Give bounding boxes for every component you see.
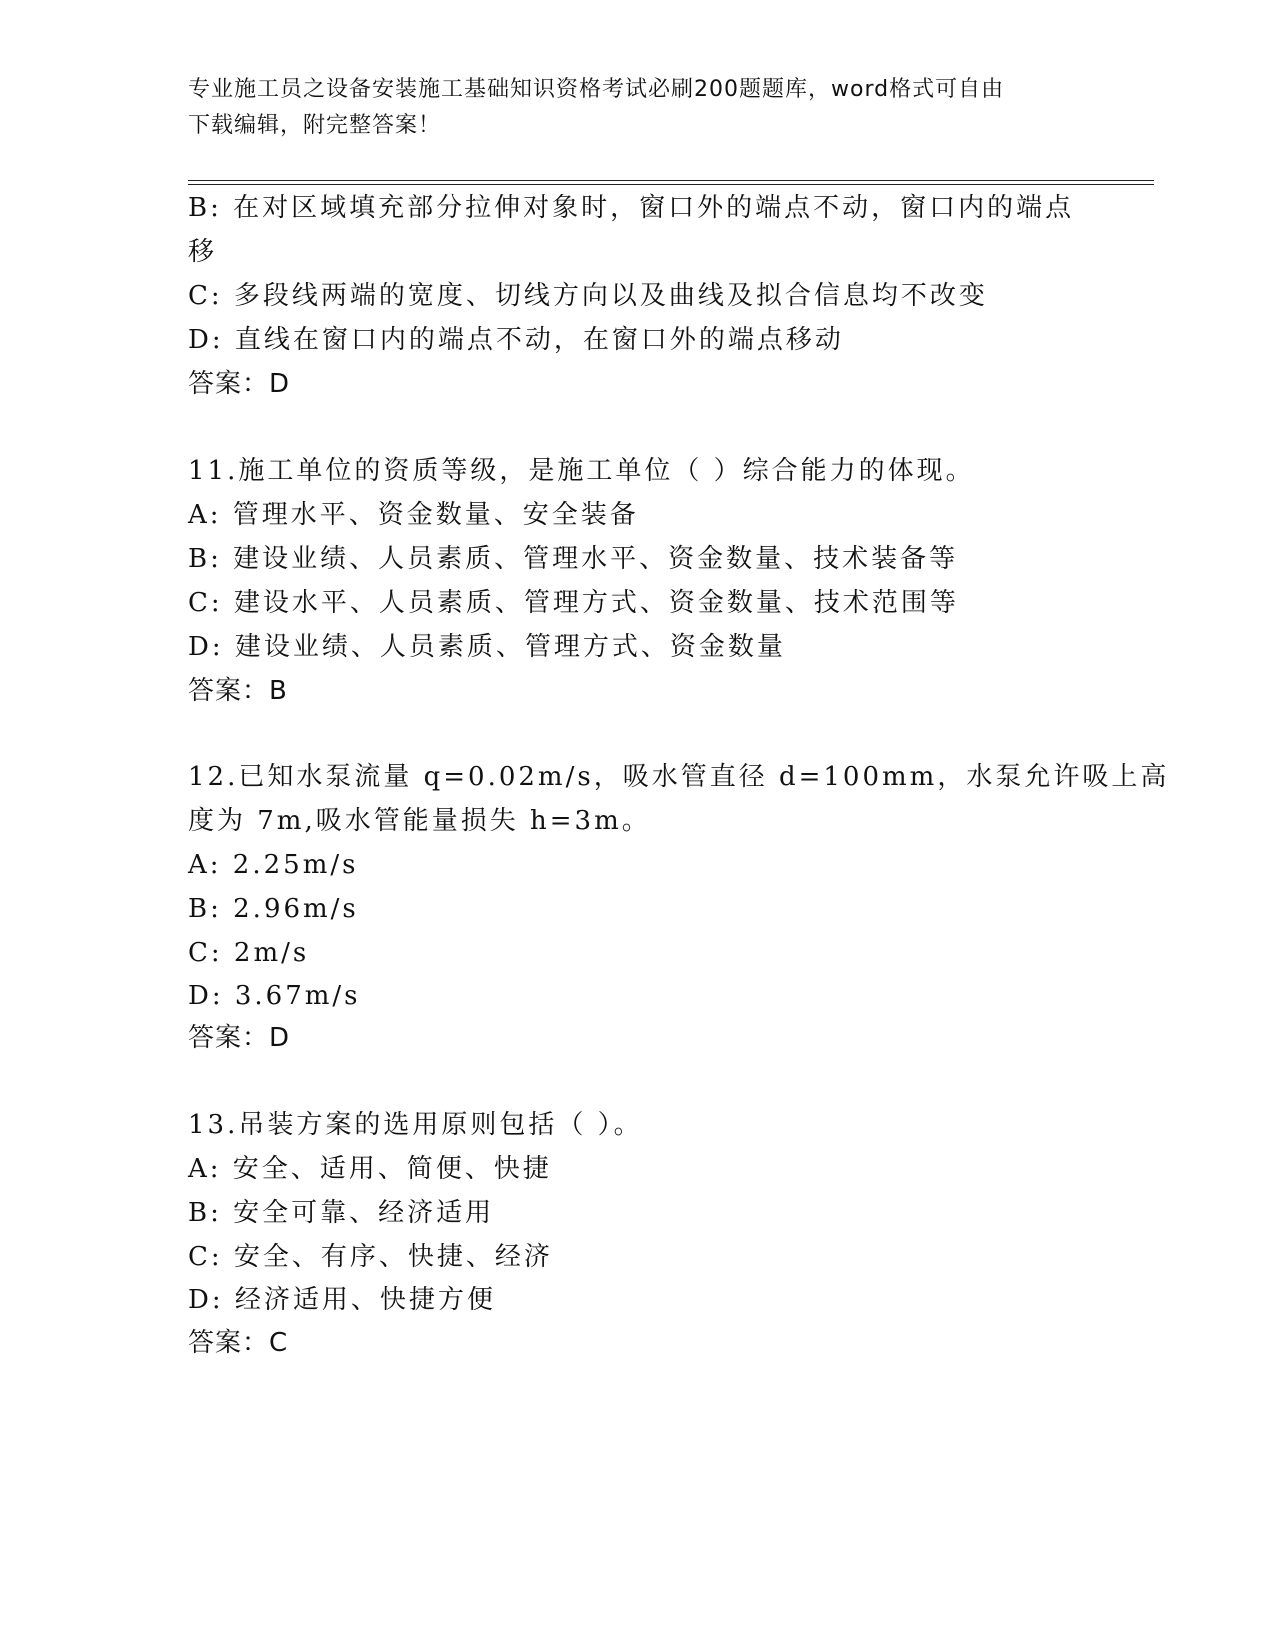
q13-option-a: A: 安全、适用、简便、快捷 xyxy=(188,1154,552,1184)
q12-answer: 答案：D xyxy=(188,1023,291,1053)
q12-option-d: D: 3.67m/s xyxy=(188,981,361,1011)
q13-answer: 答案：C xyxy=(188,1328,289,1358)
q12-question-line-2: 度为 7m,吸水管能量损失 h=3m。 xyxy=(188,806,651,836)
document-header xyxy=(188,72,1068,144)
q12-option-b: B: 2.96m/s xyxy=(188,894,359,924)
header-divider-bottom xyxy=(188,184,1154,185)
q13-option-b: B: 安全可靠、经济适用 xyxy=(188,1198,495,1228)
q12-option-a: A: 2.25m/s xyxy=(188,850,359,880)
q11-option-d: D: 建设业绩、人员素质、管理方式、资金数量 xyxy=(188,632,786,662)
q13-question: 13.吊装方案的选用原则包括（ ）。 xyxy=(188,1110,643,1140)
q10-option-d: D: 直线在窗口内的端点不动，在窗口外的端点移动 xyxy=(188,325,844,355)
q12-option-c: C: 2m/s xyxy=(188,938,310,968)
header-divider-top xyxy=(188,180,1154,181)
q10-option-c: C: 多段线两端的宽度、切线方向以及曲线及拟合信息均不改变 xyxy=(188,281,988,311)
header-line-1: 专业施工员之设备安装施工基础知识资格考试必刷200题题库，word格式可自由 xyxy=(188,77,1005,102)
q12-question-line-1: 12.已知水泵流量 q=0.02m/s，吸水管直径 d=100mm，水泵允许吸上高 xyxy=(188,762,1170,792)
header-line-2: 下载编辑，附完整答案！ xyxy=(188,113,442,138)
q11-answer: 答案：B xyxy=(188,676,288,706)
q11-option-a: A: 管理水平、资金数量、安全装备 xyxy=(188,500,639,530)
q13-option-d: D: 经济适用、快捷方便 xyxy=(188,1285,496,1315)
q10-option-b-line-1: B: 在对区域填充部分拉伸对象时，窗口外的端点不动，窗口内的端点 xyxy=(188,193,1075,223)
q11-option-b: B: 建设业绩、人员素质、管理水平、资金数量、技术装备等 xyxy=(188,544,959,574)
q10-answer: 答案：D xyxy=(188,369,291,399)
q11-option-c: C: 建设水平、人员素质、管理方式、资金数量、技术范围等 xyxy=(188,588,959,618)
q10-option-b-line-2: 移 xyxy=(188,237,218,267)
q13-option-c: C: 安全、有序、快捷、经济 xyxy=(188,1242,553,1272)
q11-question: 11.施工单位的资质等级，是施工单位（ ）综合能力的体现。 xyxy=(188,456,975,486)
